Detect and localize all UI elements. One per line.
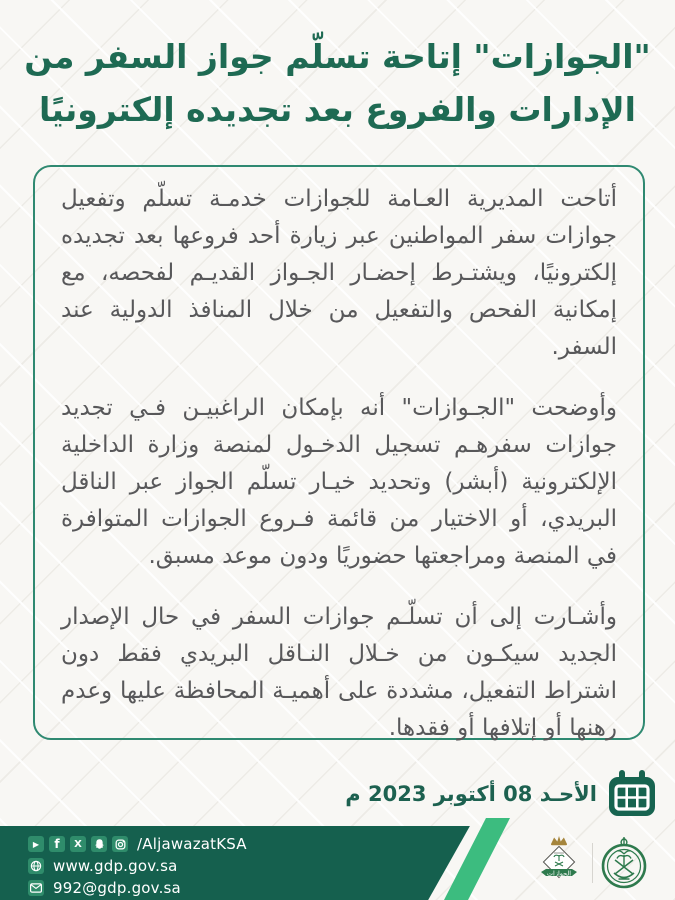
mail-icon: [28, 880, 44, 896]
contact-block: [28, 834, 247, 900]
article-paragraph-3: وأشـارت إلى أن تسلّـم جوازات السفر في حال الإصدار الجديد سيكـون من خـلال النـاقل البريدي فقط دون اشتراط التفعيل، مشددة على أهميـة المحافظة عليها وعدم رهنها أو إتلافها أو فقدها.: [61, 604, 617, 741]
page-title: [0, 30, 675, 136]
article-card: [33, 165, 645, 740]
jawazat-logo-ribbon-label: الجوازات: [546, 869, 572, 878]
footer-logos: [534, 834, 647, 892]
globe-icon: [28, 858, 44, 874]
calendar-icon: [607, 770, 657, 818]
instagram-icon: [112, 836, 128, 852]
website-url: www.gdp.gov.sa: [53, 857, 178, 875]
snapchat-icon: [91, 836, 107, 852]
facebook-icon: f: [49, 836, 65, 852]
social-row: [28, 834, 247, 854]
date-text: الأحـد 08 أكتوبر 2023 م: [345, 782, 597, 806]
social-handle: /AljawazatKSA: [137, 835, 247, 853]
youtube-icon: ▶: [28, 836, 44, 852]
article-paragraph-2: وأوضحت "الجـوازات" أنه بإمكان الراغبيـن فـي تجديد جوازات سفرهـم تسجيل الدخـول لمنصة وزارة الداخلية الإلكترونية (أبشر) وتحديد خيـار تسلّم الجواز عبر الناقل البريدي، أو الاختيار من قائمة فـروع الجوازات المتوافرة في المنصة ومراجعتها حضوريًا ودون موعد مسبق.: [61, 395, 617, 569]
logo-separator: [592, 843, 593, 883]
website-row: [28, 856, 247, 876]
jawazat-logo: [534, 834, 584, 892]
moi-logo: [601, 834, 647, 892]
email-row: [28, 878, 247, 898]
date-row: [345, 768, 657, 820]
email-address: 992@gdp.gov.sa: [53, 879, 181, 897]
title-line-2: الإدارات والفروع بعد تجديده إلكترونيًا: [38, 90, 636, 129]
title-line-1: "الجوازات" إتاحة تسلّم جواز السفر من: [24, 37, 651, 76]
x-twitter-icon: X: [70, 836, 86, 852]
article-paragraph-1: أتاحت المديرية العـامة للجوازات خدمـة تسلّم وتفعيل جوازات سفر المواطنين عبر زيارة أحد فروعها بعد تجديده إلكترونيًا، ويشتـرط إحضـار الجـواز القديـم لفحصه، مع إمكانية الفحص والتفعيل من خلال المنافذ الدولية عند السفر.: [61, 186, 617, 360]
